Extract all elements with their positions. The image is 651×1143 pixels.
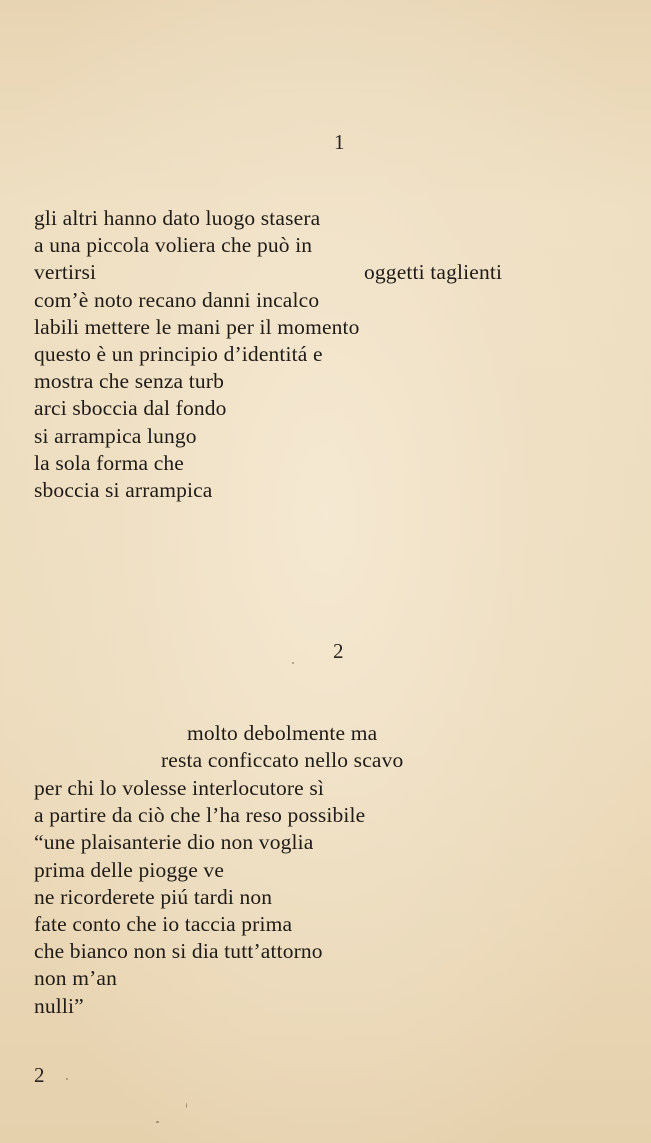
poem-line: non m’an bbox=[34, 966, 118, 991]
poem-section-1 bbox=[34, 205, 503, 504]
poem-line-indented: resta conficcato nello scavo bbox=[161, 748, 404, 773]
paper-speck bbox=[156, 1121, 159, 1123]
poem-line: gli altri hanno dato luogo stasera bbox=[34, 206, 321, 230]
poem-line: com’è noto recano danni incalco bbox=[34, 287, 320, 312]
poem-line-indented: molto debolmente ma bbox=[187, 721, 378, 745]
poem-line: a partire da ciò che l’ha reso possibile bbox=[34, 803, 366, 828]
poem-line: arci sboccia dal fondo bbox=[34, 396, 227, 421]
poem-line: questo è un principio d’identitá e bbox=[34, 341, 323, 366]
poem-line: sboccia si arrampica bbox=[34, 477, 213, 502]
poem-line-right: oggetti taglienti bbox=[364, 260, 503, 285]
poem-line: labili mettere le mani per il momento bbox=[34, 314, 360, 339]
poem-line: fate conto che io taccia prima bbox=[34, 911, 293, 936]
page-number: 2 bbox=[34, 1063, 45, 1087]
poem-line: si arrampica lungo bbox=[34, 423, 197, 448]
paper-speck bbox=[292, 662, 294, 664]
paper-speck bbox=[66, 1078, 68, 1080]
poem-section-2 bbox=[34, 775, 365, 1020]
poem-line-split bbox=[34, 259, 503, 286]
poem-section-2-indented bbox=[0, 720, 403, 774]
poem-line-left: vertirsi bbox=[34, 260, 97, 285]
poem-line: a una piccola voliera che può in bbox=[34, 233, 313, 258]
poem-line: nulli” bbox=[34, 993, 84, 1018]
poem-line: “une plaisanterie dio non voglia bbox=[34, 830, 314, 855]
poem-line: mostra che senza turb bbox=[34, 369, 225, 394]
section-number-2: 2 bbox=[333, 639, 344, 663]
poem-line: che bianco non si dia tutt’attorno bbox=[34, 939, 323, 964]
poem-line: per chi lo volesse interlocutore sì bbox=[34, 776, 325, 800]
poem-line: prima delle piogge ve bbox=[34, 857, 225, 882]
poem-line: la sola forma che bbox=[34, 450, 184, 475]
poem-line: ne ricorderete piú tardi non bbox=[34, 884, 273, 909]
paper-speck bbox=[186, 1103, 187, 1108]
section-number-1: 1 bbox=[334, 130, 345, 154]
